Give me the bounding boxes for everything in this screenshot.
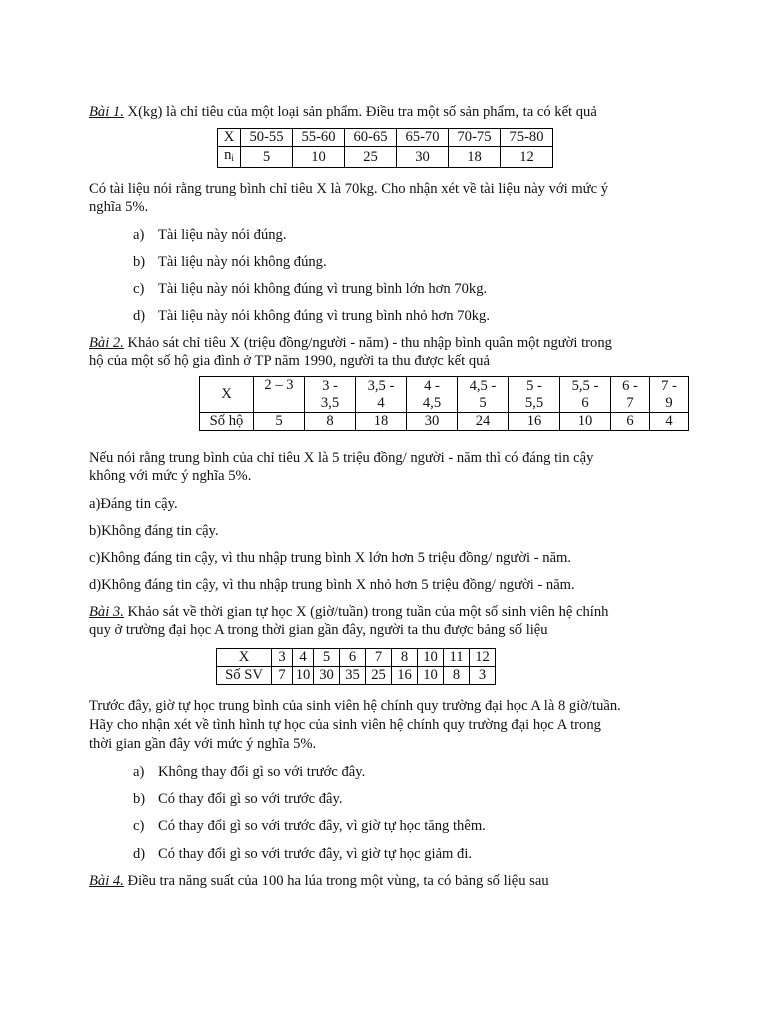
bai2-intro-line1	[89, 334, 689, 352]
bai1-question-line2: nghĩa 5%.	[89, 199, 149, 215]
table-cell	[407, 377, 458, 413]
table-header-cell: Số SV	[217, 667, 272, 685]
table-cell: 30	[397, 147, 449, 168]
table-cell: 25	[345, 147, 397, 168]
cell-line: 5	[479, 394, 487, 411]
option-text: Có thay đổi gì so với trước đây, vì giờ tự học giảm đi.	[158, 846, 473, 862]
bai3-intro-line2: quy ở trường đại học A trong thời gian gần đây, người ta thu được bảng số liệu	[89, 622, 548, 638]
bai3-option-c	[133, 817, 486, 835]
bai3-question-line2: Hãy cho nhận xét về tình hình tự học của sinh viên hệ chính quy trường đại học A trong	[89, 717, 601, 733]
table-cell: 60-65	[345, 129, 397, 147]
table-cell	[458, 377, 509, 413]
table-cell: 10	[560, 413, 611, 431]
table-cell	[509, 377, 560, 413]
cell-line: 2 – 3	[264, 377, 294, 393]
table-cell: 5	[241, 147, 293, 168]
table-cell: 18	[449, 147, 501, 168]
bai2-question-line2: không với mức ý nghĩa 5%.	[89, 468, 252, 484]
table-cell: 12	[501, 147, 553, 168]
table-cell	[611, 377, 650, 413]
option-text: Có thay đổi gì so với trước đây, vì giờ tự học tăng thêm.	[158, 818, 486, 834]
table-cell: 25	[366, 667, 392, 685]
bai2-option-c: c)Không đáng tin cậy, vì thu nhập trung bình X lớn hơn 5 triệu đồng/ người - năm.	[89, 550, 572, 566]
bai1-table	[217, 128, 553, 168]
table-cell: 4	[293, 649, 314, 667]
table-cell	[356, 377, 407, 413]
bai4-intro-text: Điều tra năng suất của 100 ha lúa trong một vùng, ta có bảng số liệu sau	[123, 873, 549, 889]
table-header-cell: X	[200, 377, 254, 413]
cell-line: 4 -	[424, 377, 440, 394]
bai3-question-line3: thời gian gần đây với mức ý nghĩa 5%.	[89, 736, 317, 752]
cell-line: 3,5	[320, 394, 340, 411]
table-header-cell	[218, 147, 241, 168]
option-text: Tài liệu này nói không đúng vì trung bình nhỏ hơn 70kg.	[158, 308, 490, 324]
bai1-option-c	[133, 280, 487, 298]
table-header-cell: Số hộ	[200, 413, 254, 431]
table-row	[200, 413, 689, 431]
table-cell: 8	[392, 649, 418, 667]
bai1-option-b	[133, 253, 327, 271]
table-cell: 70-75	[449, 129, 501, 147]
cell-line: 6 -	[622, 377, 638, 394]
bai2-question-line1: Nếu nói rằng trung bình của chỉ tiêu X là 5 triệu đồng/ người - năm thì có đáng tin cậy	[89, 450, 594, 466]
bai2-option-b: b)Không đáng tin cậy.	[89, 523, 219, 539]
bai3-option-a	[133, 763, 365, 781]
cell-line: 4,5 -	[469, 377, 497, 394]
cell-line: 6	[581, 394, 589, 411]
option-label: a)	[133, 227, 145, 243]
bai2-intro-line2: hộ của một số hộ gia đình ở TP năm 1990, người ta thu được kết quả	[89, 353, 490, 369]
table-row	[218, 129, 553, 147]
bai1-question-line1: Có tài liệu nói rằng trung bình chỉ tiêu X là 70kg. Cho nhận xét về tài liệu này với mức ý	[89, 181, 609, 197]
table-cell: 8	[305, 413, 356, 431]
table-row	[217, 667, 496, 685]
table-cell: 8	[444, 667, 470, 685]
option-text: Không thay đổi gì so với trước đây.	[158, 764, 366, 780]
cell-line: 7 -	[661, 377, 677, 394]
option-label: b)	[133, 791, 146, 807]
option-text: Tài liệu này nói không đúng.	[158, 254, 327, 270]
bai1-intro	[89, 103, 689, 121]
table-cell: 6	[611, 413, 650, 431]
cell-line: 4,5	[422, 394, 442, 411]
table-row	[217, 649, 496, 667]
bai2-table	[199, 376, 689, 431]
option-text: Tài liệu này nói đúng.	[158, 227, 287, 243]
bai3-question-line1: Trước đây, giờ tự học trung bình của sinh viên hệ chính quy trường đại học A là 8 giờ/tuần.	[89, 698, 621, 714]
bai1-option-a	[133, 226, 286, 244]
bai4-intro	[89, 872, 689, 890]
table-cell: 35	[340, 667, 366, 685]
cell-line: 5 -	[526, 377, 542, 394]
option-label: b)	[133, 254, 146, 270]
table-cell: 65-70	[397, 129, 449, 147]
cell-line: 5,5 -	[571, 377, 599, 394]
bai1-option-d	[133, 307, 490, 325]
table-cell: 16	[509, 413, 560, 431]
table-cell: 10	[293, 667, 314, 685]
table-cell: 3	[470, 667, 496, 685]
table-row	[218, 147, 553, 168]
table-cell: 50-55	[241, 129, 293, 147]
table-cell: 12	[470, 649, 496, 667]
bai2-option-a: a)Đáng tin cậy.	[89, 496, 178, 512]
option-label: d)	[133, 308, 146, 324]
bai3-intro-text: Khảo sát về thời gian tự học X (giờ/tuần) trong tuần của một số sinh viên hệ chính	[123, 604, 609, 620]
cell-line: 9	[665, 394, 673, 411]
table-header-cell: X	[217, 649, 272, 667]
table-cell	[560, 377, 611, 413]
table-cell: 16	[392, 667, 418, 685]
cell-line: 3 -	[322, 377, 338, 394]
option-text: Tài liệu này nói không đúng vì trung bình lớn hơn 70kg.	[158, 281, 488, 297]
table-cell: 11	[444, 649, 470, 667]
table-cell: 10	[418, 667, 444, 685]
option-label: d)	[133, 846, 146, 862]
cell-line: 4	[377, 394, 385, 411]
bai3-option-b	[133, 790, 343, 808]
table-header-cell: X	[218, 129, 241, 147]
table-cell: 3	[272, 649, 293, 667]
bai1-intro-text: X(kg) là chỉ tiêu của một loại sản phẩm. Điều tra một số sản phẩm, ta có kết quả	[123, 104, 597, 120]
n-subscript: i	[231, 153, 234, 163]
option-label: c)	[133, 281, 145, 297]
table-cell: 6	[340, 649, 366, 667]
n-label: n	[224, 147, 232, 163]
cell-line: 5,5	[524, 394, 544, 411]
table-cell: 5	[254, 413, 305, 431]
table-cell: 75-80	[501, 129, 553, 147]
bai2-title: Bài 2.	[89, 335, 124, 351]
table-cell: 24	[458, 413, 509, 431]
option-label: a)	[133, 764, 145, 780]
cell-line: 7	[626, 394, 634, 411]
table-cell: 55-60	[293, 129, 345, 147]
table-cell: 10	[418, 649, 444, 667]
table-cell: 30	[314, 667, 340, 685]
cell-line: 3,5 -	[367, 377, 395, 394]
table-cell: 10	[293, 147, 345, 168]
table-cell: 18	[356, 413, 407, 431]
bai3-title: Bài 3.	[89, 604, 124, 620]
table-cell: 7	[366, 649, 392, 667]
table-cell: 4	[650, 413, 689, 431]
table-row	[200, 377, 689, 413]
table-cell: 30	[407, 413, 458, 431]
bai3-intro-line1	[89, 603, 689, 621]
bai2-intro-text: Khảo sát chỉ tiêu X (triệu đồng/người - năm) - thu nhập bình quân một người trong	[123, 335, 612, 351]
table-cell	[650, 377, 689, 413]
table-cell	[254, 377, 305, 413]
bai2-option-d: d)Không đáng tin cậy, vì thu nhập trung bình X nhỏ hơn 5 triệu đồng/ người - năm.	[89, 577, 575, 593]
table-cell: 5	[314, 649, 340, 667]
bai4-title: Bài 4.	[89, 873, 124, 889]
option-text: Có thay đổi gì so với trước đây.	[158, 791, 343, 807]
bai3-table	[216, 648, 496, 685]
bai1-title: Bài 1.	[89, 104, 124, 120]
table-cell: 7	[272, 667, 293, 685]
table-cell	[305, 377, 356, 413]
bai3-option-d	[133, 845, 472, 863]
option-label: c)	[133, 818, 145, 834]
